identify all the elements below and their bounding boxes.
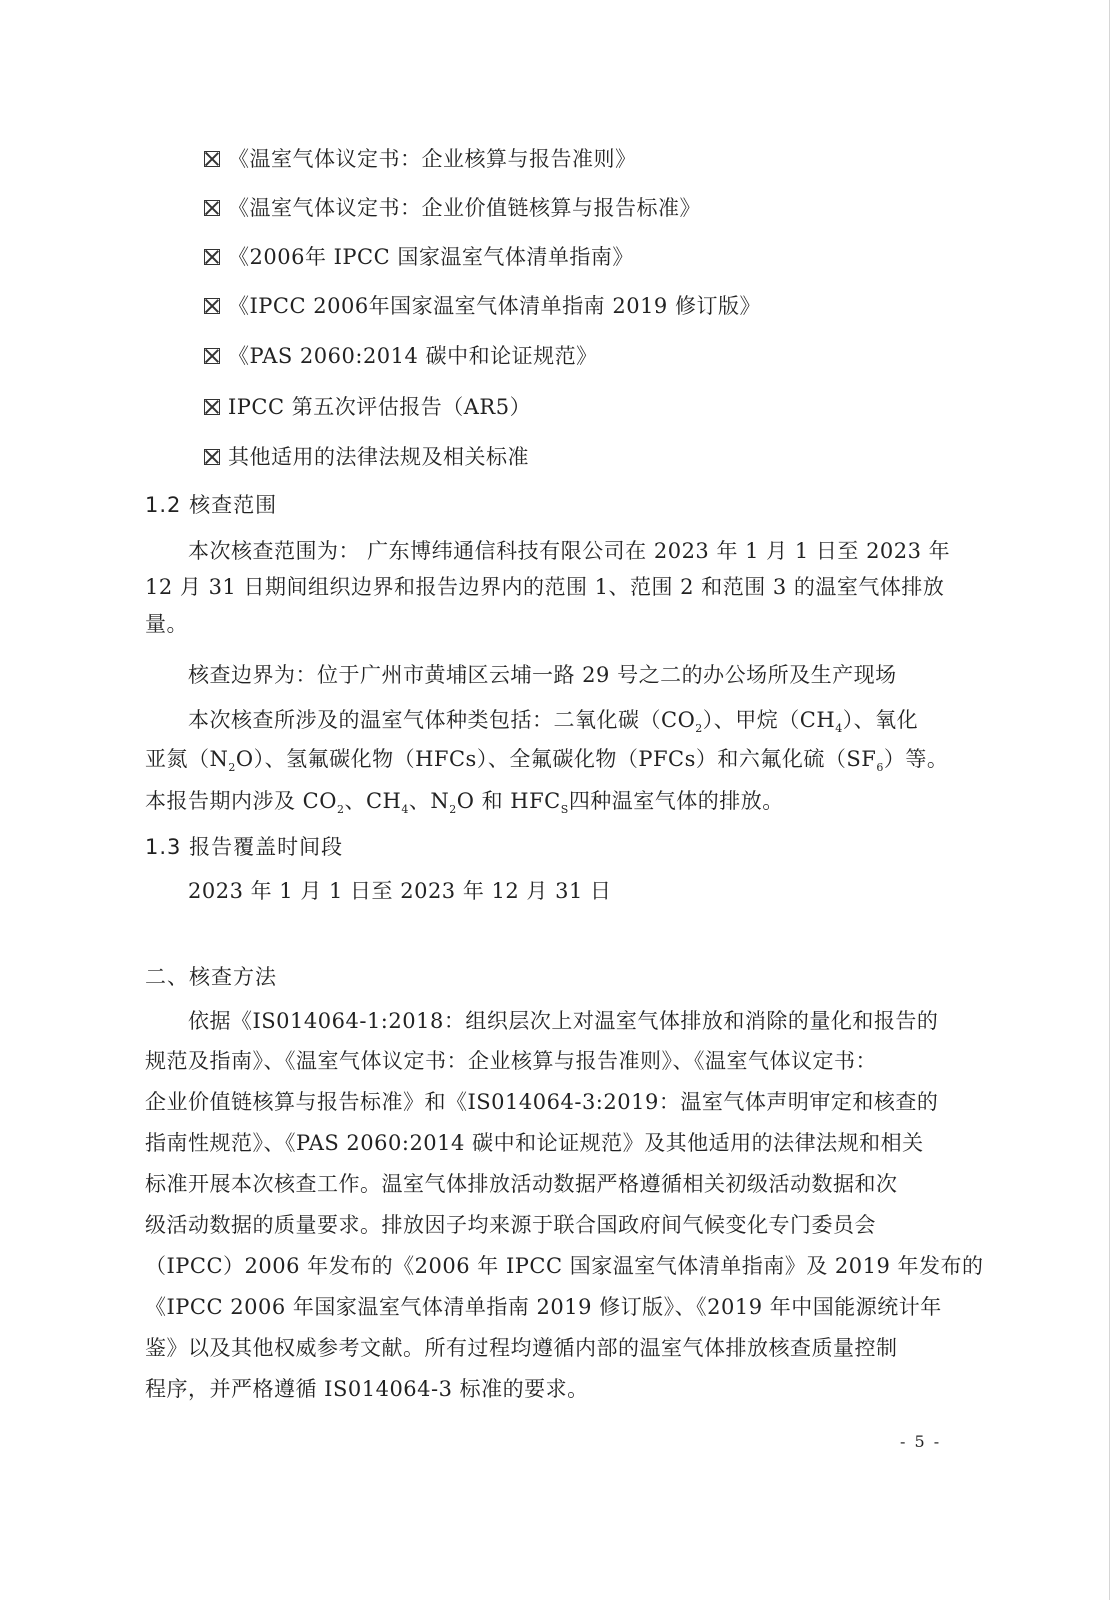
reference-text: 《温室气体议定书：企业价值链核算与报告标准》 xyxy=(228,196,701,220)
section-heading: 1.3 报告覆盖时间段 xyxy=(145,835,344,859)
period-gases-line: 本报告期内涉及 $CO_2$、$CH_4$、$N_2O$ 和 $HFC_S$四种温室气体的排放。 xyxy=(145,789,784,817)
page-edge-divider xyxy=(1109,0,1110,1600)
reference-item xyxy=(204,193,1014,223)
method-paragraph-line: （IPCC）2006 年发布的《2006 年 IPCC 国家温室气体清单指南》及 2019 年发布的 xyxy=(145,1254,984,1278)
method-paragraph-line: 指南性规范》、《PAS 2060:2014 碳中和论证规范》及其他适用的法律法规和相关 xyxy=(145,1131,924,1155)
method-paragraph-line: 企业价值链核算与报告标准》和《IS014064-3:2019：温室气体声明审定和核查的 xyxy=(145,1090,939,1114)
checked-box-icon xyxy=(204,249,220,265)
method-paragraph-line: 级活动数据的质量要求。排放因子均来源于联合国政府间气候变化专门委员会 xyxy=(145,1213,876,1237)
reference-text: 其他适用的法律法规及相关标准 xyxy=(228,445,529,469)
checked-box-icon xyxy=(204,449,220,465)
reference-text: 《IPCC 2006年国家温室气体清单指南 2019 修订版》 xyxy=(228,294,761,318)
method-paragraph-line: 程序，并严格遵循 IS014064-3 标准的要求。 xyxy=(145,1377,589,1401)
method-paragraph-line: 《IPCC 2006 年国家温室气体清单指南 2019 修订版》、《2019 年中国能源统计年 xyxy=(145,1295,942,1319)
page-number: - 5 - xyxy=(900,1432,942,1451)
scope-paragraph-line: 量。 xyxy=(145,612,188,636)
method-paragraph-line: 标准开展本次核查工作。温室气体排放活动数据严格遵循相关初级活动数据和次 xyxy=(145,1172,898,1196)
reference-item xyxy=(204,392,1014,422)
reference-text: 《2006年 IPCC 国家温室气体清单指南》 xyxy=(228,245,634,269)
checked-box-icon xyxy=(204,200,220,216)
reference-text: IPCC 第五次评估报告（AR5） xyxy=(228,395,532,419)
section-heading: 二、核查方法 xyxy=(145,965,277,989)
reference-item xyxy=(204,242,1014,272)
scope-paragraph-line: 12 月 31 日期间组织边界和报告边界内的范围 1、范围 2 和范围 3 的温室气体排放 xyxy=(145,575,945,599)
method-paragraph-line: 依据《IS014064-1:2018：组织层次上对温室气体排放和消除的量化和报告的 xyxy=(188,1009,939,1033)
reference-item xyxy=(204,341,1014,371)
gas-types-line: 亚氮$(N_2O)$、氢氟碳化物（HFCs）、全氟碳化物（PFCs）和六氟化硫$(SF_6)$等。 xyxy=(145,747,949,775)
method-paragraph-line: 鉴》以及其他权威参考文献。所有过程均遵循内部的温室气体排放核查质量控制 xyxy=(145,1336,898,1360)
period-text: 2023 年 1 月 1 日至 2023 年 12 月 31 日 xyxy=(188,879,612,903)
section-heading: 1.2 核查范围 xyxy=(145,493,278,517)
reference-text: 《PAS 2060:2014 碳中和论证规范》 xyxy=(228,344,598,368)
reference-item xyxy=(204,442,1014,472)
reference-item xyxy=(204,291,1014,321)
method-paragraph-line: 规范及指南》、《温室气体议定书：企业核算与报告准则》、《温室气体议定书： xyxy=(145,1049,877,1073)
reference-text: 《温室气体议定书：企业核算与报告准则》 xyxy=(228,147,637,171)
boundary-text: 核查边界为：位于广州市黄埔区云埔一路 29 号之二的办公场所及生产现场 xyxy=(188,663,897,687)
reference-item xyxy=(204,144,1014,174)
checked-box-icon xyxy=(204,298,220,314)
scope-paragraph-line: 本次核查范围为： 广东博纬通信科技有限公司在 2023 年 1 月 1 日至 2023 年 xyxy=(188,539,951,563)
checked-box-icon xyxy=(204,151,220,167)
checked-box-icon xyxy=(204,399,220,415)
checked-box-icon xyxy=(204,348,220,364)
gas-types-line: 本次核查所涉及的温室气体种类包括：二氧化碳$(CO_2)$、甲烷$(CH_4)$、氧化 xyxy=(188,708,919,736)
